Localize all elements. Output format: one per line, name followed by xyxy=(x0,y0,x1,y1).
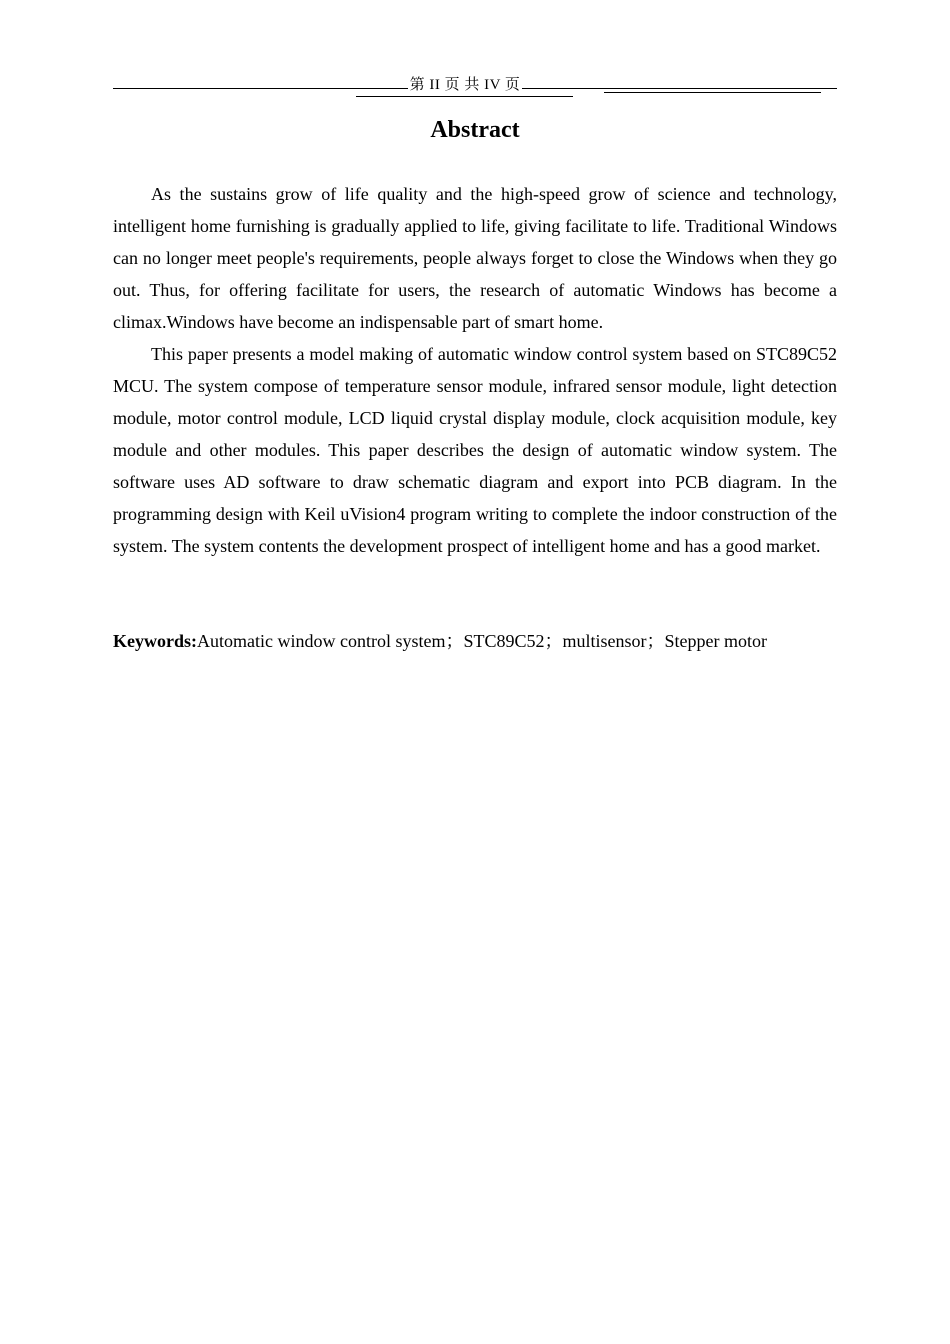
header-underline-left xyxy=(356,96,573,97)
keywords-label: Keywords: xyxy=(113,631,197,651)
abstract-paragraph-2: This paper presents a model making of automatic window control system based on STC89C52 MCU. The system compose of temperature sensor module, infrared sensor module, light detection module, motor control module, LCD liquid crystal display module, clock acquisition module, key module and other modules. This paper describes the design of automatic window system. The software uses AD software to draw schematic diagram and export into PCB diagram. In the programming design with Keil uVision4 program writing to complete the indoor construction of the system. The system contents the development prospect of intelligent home and has a good market. xyxy=(113,344,837,556)
page-number-info: 第 II 页 共 IV 页 xyxy=(409,77,521,93)
abstract-body xyxy=(113,178,837,562)
abstract-title: Abstract xyxy=(430,117,520,143)
abstract-paragraph-1: As the sustains grow of life quality and the high-speed grow of science and technology, intelligent home furnishing is gradually applied to life, giving facilitate to life. Traditional Windows can no longer meet people's requirements, people always forget to close the Windows when they go out. Thus, for offering facilitate for users, the research of automatic Windows has become a climax.Windows have become an indispensable part of smart home. xyxy=(113,184,837,332)
keywords-text: Automatic window control system；STC89C52；multisensor；Stepper motor xyxy=(197,631,767,651)
keywords-line xyxy=(113,625,837,657)
page-header xyxy=(0,76,930,94)
